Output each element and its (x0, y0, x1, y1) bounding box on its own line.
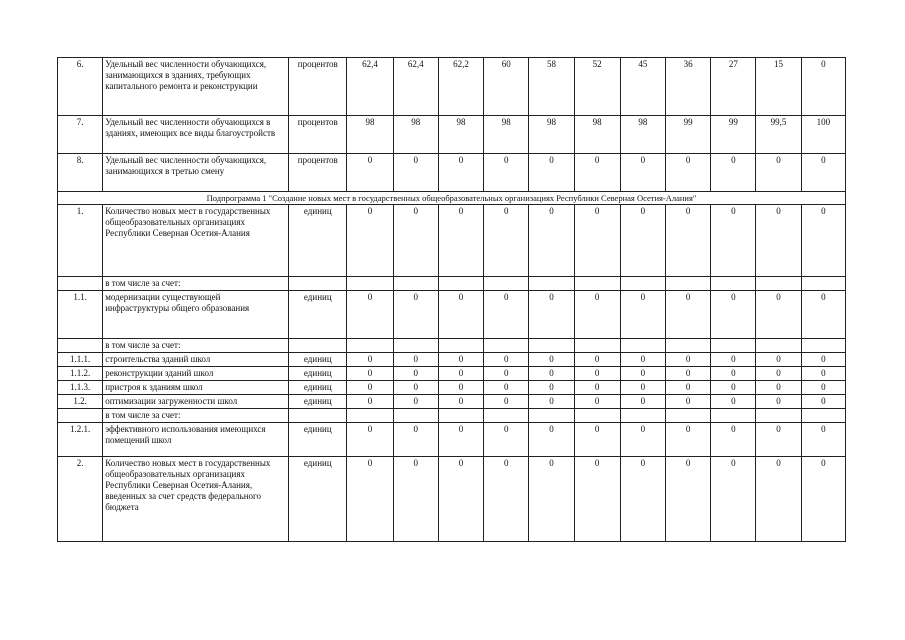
value-cell: 0 (347, 423, 393, 457)
value-cell: 0 (529, 367, 574, 381)
value-cell: 0 (666, 457, 711, 542)
unit-cell: единиц (289, 381, 347, 395)
value-cell: 0 (484, 154, 529, 192)
value-cell: 0 (529, 381, 574, 395)
value-cell: 0 (620, 367, 665, 381)
value-cell (574, 277, 620, 291)
table-section-top (58, 58, 846, 192)
value-cell (711, 339, 756, 353)
row-number (58, 409, 103, 423)
table-row (58, 395, 846, 409)
value-cell (620, 409, 665, 423)
value-cell: 0 (620, 381, 665, 395)
value-cell: 0 (756, 154, 801, 192)
value-cell: 99 (711, 116, 756, 154)
value-cell: 98 (484, 116, 529, 154)
value-cell: 0 (666, 291, 711, 339)
value-cell: 98 (574, 116, 620, 154)
value-cell: 0 (801, 395, 845, 409)
value-cell: 0 (620, 457, 665, 542)
value-cell: 45 (620, 58, 665, 116)
value-cell: 0 (574, 205, 620, 277)
row-number: 1.1. (58, 291, 103, 339)
row-number: 7. (58, 116, 103, 154)
value-cell (484, 409, 529, 423)
value-cell: 0 (756, 291, 801, 339)
value-cell: 0 (438, 205, 483, 277)
value-cell: 0 (529, 353, 574, 367)
value-cell: 0 (620, 291, 665, 339)
table-row (58, 277, 846, 291)
value-cell (756, 339, 801, 353)
value-cell (756, 277, 801, 291)
value-cell: 0 (711, 154, 756, 192)
value-cell: 0 (347, 353, 393, 367)
value-cell: 0 (666, 423, 711, 457)
value-cell: 0 (347, 367, 393, 381)
unit-cell: единиц (289, 205, 347, 277)
value-cell: 0 (393, 395, 438, 409)
value-cell: 0 (484, 395, 529, 409)
value-cell: 0 (756, 381, 801, 395)
value-cell: 0 (711, 205, 756, 277)
value-cell: 0 (529, 154, 574, 192)
unit-cell: единиц (289, 395, 347, 409)
value-cell: 0 (393, 154, 438, 192)
value-cell: 0 (666, 367, 711, 381)
value-cell: 98 (438, 116, 483, 154)
value-cell: 0 (484, 423, 529, 457)
table-section-bottom (58, 205, 846, 542)
row-number: 1.1.1. (58, 353, 103, 367)
value-cell: 0 (393, 423, 438, 457)
value-cell: 0 (620, 205, 665, 277)
table-row (58, 423, 846, 457)
value-cell: 0 (666, 395, 711, 409)
value-cell (666, 409, 711, 423)
value-cell: 0 (620, 395, 665, 409)
value-cell: 0 (620, 154, 665, 192)
subprogram-header-section (58, 192, 846, 205)
value-cell: 98 (620, 116, 665, 154)
table-row (58, 353, 846, 367)
value-cell (574, 339, 620, 353)
unit-cell: процентов (289, 116, 347, 154)
value-cell: 0 (438, 154, 483, 192)
value-cell: 0 (574, 381, 620, 395)
table-row (58, 367, 846, 381)
value-cell (666, 277, 711, 291)
value-cell (438, 339, 483, 353)
indicator-name: в том числе за счет: (103, 409, 289, 423)
value-cell: 0 (347, 395, 393, 409)
indicators-table (57, 57, 846, 542)
unit-cell: единиц (289, 457, 347, 542)
value-cell: 0 (666, 154, 711, 192)
unit-cell (289, 409, 347, 423)
value-cell: 0 (484, 367, 529, 381)
value-cell (620, 277, 665, 291)
value-cell (529, 339, 574, 353)
value-cell: 0 (347, 205, 393, 277)
value-cell (574, 409, 620, 423)
value-cell: 0 (438, 381, 483, 395)
value-cell: 0 (666, 353, 711, 367)
value-cell: 0 (756, 205, 801, 277)
value-cell (529, 409, 574, 423)
row-number: 1.2. (58, 395, 103, 409)
value-cell: 0 (393, 205, 438, 277)
value-cell: 0 (801, 291, 845, 339)
subprogram-title-row (58, 192, 846, 205)
value-cell: 0 (484, 381, 529, 395)
value-cell: 0 (393, 353, 438, 367)
value-cell: 0 (574, 367, 620, 381)
unit-cell (289, 277, 347, 291)
value-cell: 98 (529, 116, 574, 154)
value-cell: 0 (711, 457, 756, 542)
indicator-name: Удельный вес численности обучающихся, занимающихся в зданиях, требующих капитального ремонта и реконструкции (103, 58, 289, 116)
value-cell: 0 (711, 291, 756, 339)
value-cell: 0 (438, 367, 483, 381)
indicator-name: строительства зданий школ (103, 353, 289, 367)
value-cell: 0 (347, 381, 393, 395)
value-cell: 0 (801, 205, 845, 277)
indicator-name: модернизации существующей инфраструктуры общего образования (103, 291, 289, 339)
value-cell: 99,5 (756, 116, 801, 154)
indicator-name: эффективного использования имеющихся помещений школ (103, 423, 289, 457)
value-cell: 0 (756, 353, 801, 367)
subprogram-title: Подпрограмма 1 "Создание новых мест в государственных общеобразовательных организациях Республики Северная Осетия-Алания" (58, 192, 846, 205)
row-number: 1. (58, 205, 103, 277)
unit-cell: единиц (289, 423, 347, 457)
value-cell (801, 409, 845, 423)
unit-cell: процентов (289, 58, 347, 116)
value-cell (393, 277, 438, 291)
indicator-name: пристроя к зданиям школ (103, 381, 289, 395)
value-cell (347, 339, 393, 353)
value-cell (393, 409, 438, 423)
value-cell: 0 (711, 395, 756, 409)
indicator-name: Количество новых мест в государственных общеобразовательных организациях Республики Северная Осетия-Алания, введенных за счет средств федерального бюджета (103, 457, 289, 542)
value-cell: 99 (666, 116, 711, 154)
value-cell: 0 (801, 58, 845, 116)
value-cell: 0 (756, 457, 801, 542)
value-cell: 100 (801, 116, 845, 154)
table-row (58, 154, 846, 192)
table-row (58, 116, 846, 154)
value-cell: 0 (801, 353, 845, 367)
value-cell (801, 339, 845, 353)
unit-cell: процентов (289, 154, 347, 192)
value-cell: 0 (438, 291, 483, 339)
value-cell (484, 277, 529, 291)
value-cell: 0 (574, 457, 620, 542)
value-cell: 0 (529, 291, 574, 339)
value-cell: 0 (801, 381, 845, 395)
indicator-name: в том числе за счет: (103, 339, 289, 353)
value-cell: 0 (529, 423, 574, 457)
table-row (58, 381, 846, 395)
value-cell: 0 (393, 381, 438, 395)
value-cell (711, 277, 756, 291)
value-cell (711, 409, 756, 423)
value-cell: 0 (438, 423, 483, 457)
unit-cell: единиц (289, 291, 347, 339)
value-cell: 60 (484, 58, 529, 116)
row-number (58, 277, 103, 291)
value-cell: 0 (666, 381, 711, 395)
unit-cell: единиц (289, 367, 347, 381)
value-cell: 62,4 (393, 58, 438, 116)
value-cell: 0 (347, 154, 393, 192)
value-cell (347, 409, 393, 423)
table-row (58, 58, 846, 116)
unit-cell: единиц (289, 353, 347, 367)
value-cell: 0 (801, 457, 845, 542)
value-cell: 0 (347, 457, 393, 542)
value-cell: 0 (574, 423, 620, 457)
value-cell: 0 (529, 395, 574, 409)
value-cell: 0 (801, 423, 845, 457)
value-cell: 0 (484, 353, 529, 367)
value-cell (620, 339, 665, 353)
indicator-name: реконструкции зданий школ (103, 367, 289, 381)
value-cell: 62,4 (347, 58, 393, 116)
table-row (58, 409, 846, 423)
value-cell: 58 (529, 58, 574, 116)
row-number: 1.1.3. (58, 381, 103, 395)
value-cell: 0 (438, 395, 483, 409)
value-cell: 0 (620, 423, 665, 457)
value-cell: 0 (711, 353, 756, 367)
value-cell: 0 (438, 457, 483, 542)
row-number: 1.1.2. (58, 367, 103, 381)
value-cell (801, 277, 845, 291)
indicator-name: Удельный вес численности обучающихся в зданиях, имеющих все виды благоустройств (103, 116, 289, 154)
value-cell: 15 (756, 58, 801, 116)
value-cell: 0 (574, 291, 620, 339)
value-cell (756, 409, 801, 423)
value-cell: 0 (484, 457, 529, 542)
value-cell: 0 (756, 367, 801, 381)
value-cell: 0 (484, 291, 529, 339)
value-cell: 0 (756, 395, 801, 409)
value-cell (529, 277, 574, 291)
table-row (58, 457, 846, 542)
value-cell: 27 (711, 58, 756, 116)
indicator-name: в том числе за счет: (103, 277, 289, 291)
table-row (58, 339, 846, 353)
row-number: 6. (58, 58, 103, 116)
row-number: 2. (58, 457, 103, 542)
value-cell: 0 (574, 353, 620, 367)
indicator-name: Удельный вес численности обучающихся, занимающихся в третью смену (103, 154, 289, 192)
value-cell: 52 (574, 58, 620, 116)
row-number: 8. (58, 154, 103, 192)
unit-cell (289, 339, 347, 353)
value-cell: 36 (666, 58, 711, 116)
value-cell: 0 (484, 205, 529, 277)
table-row (58, 205, 846, 277)
value-cell: 0 (393, 457, 438, 542)
value-cell: 0 (438, 353, 483, 367)
value-cell (438, 277, 483, 291)
value-cell: 0 (711, 381, 756, 395)
value-cell: 0 (529, 457, 574, 542)
value-cell (666, 339, 711, 353)
value-cell (484, 339, 529, 353)
value-cell: 98 (393, 116, 438, 154)
value-cell: 98 (347, 116, 393, 154)
value-cell: 0 (801, 154, 845, 192)
row-number (58, 339, 103, 353)
value-cell: 0 (620, 353, 665, 367)
value-cell: 62,2 (438, 58, 483, 116)
value-cell: 0 (711, 423, 756, 457)
value-cell (347, 277, 393, 291)
value-cell: 0 (529, 205, 574, 277)
value-cell: 0 (574, 154, 620, 192)
value-cell: 0 (666, 205, 711, 277)
value-cell: 0 (756, 423, 801, 457)
row-number: 1.2.1. (58, 423, 103, 457)
value-cell: 0 (393, 291, 438, 339)
indicator-name: Количество новых мест в государственных общеобразовательных организациях Республики Северная Осетия-Алания (103, 205, 289, 277)
indicator-name: оптимизации загруженности школ (103, 395, 289, 409)
value-cell: 0 (574, 395, 620, 409)
value-cell (393, 339, 438, 353)
value-cell: 0 (711, 367, 756, 381)
value-cell: 0 (801, 367, 845, 381)
value-cell: 0 (347, 291, 393, 339)
table-row (58, 291, 846, 339)
value-cell: 0 (393, 367, 438, 381)
value-cell (438, 409, 483, 423)
